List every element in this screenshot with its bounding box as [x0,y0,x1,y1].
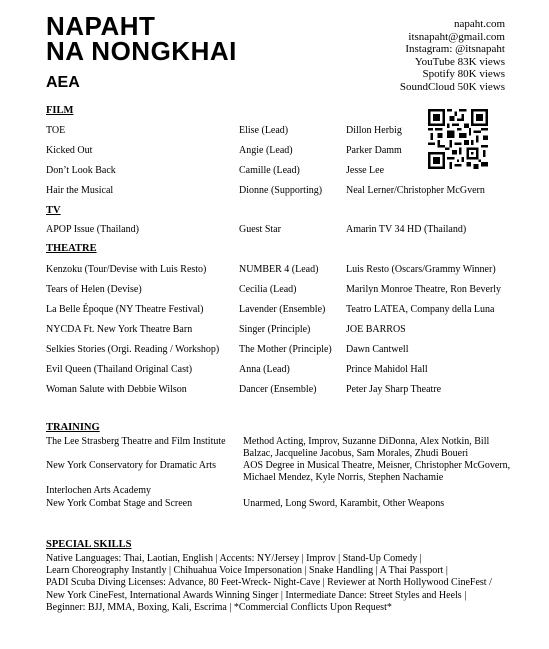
theatre-heading: THEATRE [46,243,97,254]
actor-name [46,11,237,66]
training-institution: Interlochen Arts Academy [46,485,151,496]
film-role: Angie (Lead) [239,145,293,156]
tv-title: APOP Issue (Thailand) [46,224,139,235]
skills-line: Learn Choreography Instantly | Chihuahua Voice Impersonation | Snake Handling | A Thai Passport | [46,565,448,577]
film-row [46,145,506,159]
film-title: Don’t Look Back [46,165,116,176]
skills-list [46,553,516,614]
training-details: AOS Degree in Musical Theatre, Meisner, Christopher McGovern, Michael Mendez, Kyle Norris, Stephen Nachamie [243,460,511,483]
theatre-row [46,364,506,378]
theatre-title: NYCDA Ft. New York Theatre Barn [46,324,193,335]
tv-credit: Amarin TV 34 HD (Thailand) [346,224,467,235]
film-title: TOE [46,125,66,136]
film-credit: Dillon Herbig [346,125,402,136]
contact-block [400,18,505,93]
theatre-title: Woman Salute with Debbie Wilson [46,384,187,395]
qr-code-icon[interactable] [428,109,488,169]
theatre-title: Selkies Stories (Orgi. Reading / Workshop) [46,344,220,355]
theatre-row [46,284,506,298]
film-row [46,165,506,179]
theatre-row [46,324,506,338]
tv-heading: TV [46,205,61,216]
theatre-role: Dancer (Ensemble) [239,384,317,395]
website-link[interactable]: napaht.com [453,18,505,30]
union-affiliation: AEA [46,74,80,91]
skills-line: PADI Scuba Diving Licenses: Advance, 80 Feet-Wreck- Night-Cave | Reviewer at North Hollywood CineFest / [46,577,492,589]
film-credit: Jesse Lee [346,165,385,176]
theatre-row [46,384,506,398]
theatre-role: Anna (Lead) [239,364,290,375]
skills-heading: SPECIAL SKILLS [46,539,132,550]
theatre-title: La Belle Époque (NY Theatre Festival) [46,304,204,315]
film-credit: Parker Damm [346,145,402,156]
training-institution: The Lee Strasberg Theatre and Film Institute [46,436,226,447]
film-row [46,185,506,199]
theatre-row [46,344,506,358]
theatre-role: Cecilia (Lead) [239,284,297,295]
theatre-title: Tears of Helen (Devise) [46,284,142,295]
theatre-row [46,264,506,278]
film-role: Elise (Lead) [239,125,289,136]
training-institution: New York Combat Stage and Screen [46,498,193,509]
theatre-role: NUMBER 4 (Lead) [239,264,319,275]
theatre-credit: Luis Resto (Oscars/Grammy Winner) [346,264,496,275]
youtube-stat: YouTube 83K views [414,55,505,68]
film-title: Kicked Out [46,145,93,156]
theatre-credit: Marilyn Monroe Theatre, Ron Beverly [346,284,502,295]
tv-row [46,224,506,238]
film-role: Dionne (Supporting) [239,185,323,196]
theatre-credit: Prince Mahidol Hall [346,364,428,375]
training-heading: TRAINING [46,422,100,433]
theatre-credit: JOE BARROS [346,324,406,335]
film-title: Hair the Musical [46,185,114,196]
skills-line: Beginner: BJJ, MMA, Boxing, Kali, Escrima | *Commercial Conflicts Upon Request* [46,601,392,613]
theatre-title: Kenzoku (Tour/Devise with Luis Resto) [46,264,207,275]
name-line-1: NAPAHT [46,11,156,41]
tv-role: Guest Star [239,224,281,235]
skills-line: Native Languages: Thai, Laotian, English | Accents: NY/Jersey | Improv | Stand-Up Comedy | [46,553,422,564]
instagram-handle[interactable]: Instagram: @itsnapaht [405,43,505,55]
theatre-title: Evil Queen (Thailand Original Cast) [46,364,193,375]
soundcloud-stat: SoundCloud 50K views [399,80,505,93]
theatre-credit: Peter Jay Sharp Theatre [346,384,442,395]
theatre-role: Lavender (Ensemble) [239,304,326,315]
theatre-role: Singer (Principle) [239,324,311,335]
film-row [46,125,506,139]
name-line-2: NA NONGKHAI [46,36,237,66]
film-credit: Neal Lerner/Christopher McGvern [346,185,485,196]
email-link[interactable]: itsnapaht@gmail.com [408,30,505,43]
theatre-credit: Teatro LATEA, Company della Luna [346,304,495,315]
training-details: Unarmed, Long Sword, Karambit, Other Weapons [243,498,445,509]
film-role: Camille (Lead) [239,165,300,176]
theatre-credit: Dawn Cantwell [346,344,409,355]
training-institution: New York Conservatory for Dramatic Arts [46,460,216,471]
training-details: Method Acting, Improv, Suzanne DiDonna, Alex Notkin, Bill Balzac, Jacqueline Jacobus, Sam Morales, Zhudi Boueri [243,436,490,459]
spotify-stat: Spotify 80K views [422,68,505,80]
skills-line: New York CineFest, International Awards Winning Singer | Intermediate Dance: Street Styles and Heels | [46,589,467,601]
theatre-row [46,304,506,318]
theatre-role: The Mother (Principle) [239,344,332,355]
film-heading: FILM [46,105,74,116]
